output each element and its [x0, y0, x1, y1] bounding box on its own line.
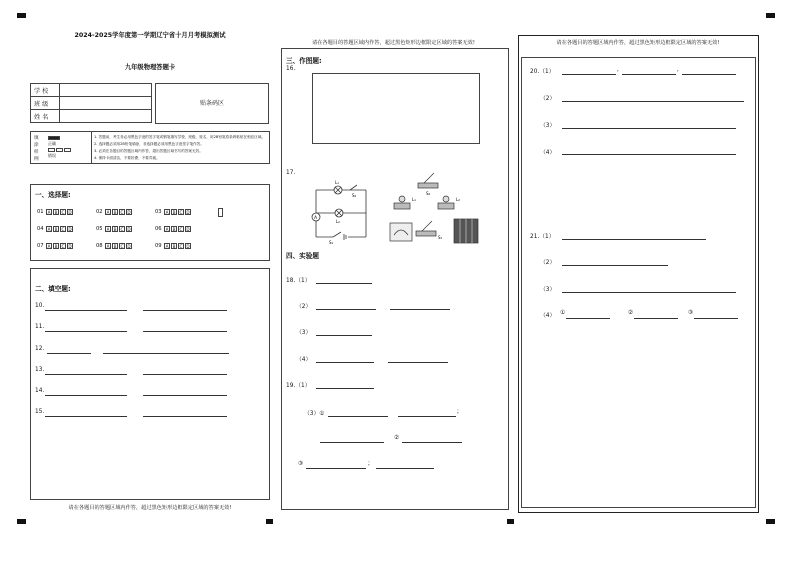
position-mark [507, 519, 514, 524]
lamp-holder [394, 203, 410, 209]
semicolon-mark: ; [457, 409, 459, 415]
choice-option-bubble[interactable]: A [47, 244, 51, 249]
section-fill [30, 268, 270, 500]
circled-1-label: ① [560, 310, 566, 316]
notice-text: 1. 答题前，考生务必用黑色字迹的签字笔或钢笔填写学校、班级、姓名，用2B铅笔将条码粘贴在相应区域。 2. 选择题必须用2B铅笔填涂，非选择题必须用黑色字迹签字笔作答。 3. 必须在各题目的答题区域内作答，超出答题区域书写的答案无效。 4. 保持卡面清洁，不要折叠、不要弄破。 [94, 135, 266, 160]
q19-3-blank-6[interactable] [376, 468, 434, 469]
lamp-holder [438, 203, 454, 209]
choice-question [96, 209, 155, 216]
q19-3-blank-4[interactable] [402, 442, 462, 443]
position-mark [17, 519, 26, 524]
q21-2-blank[interactable] [562, 265, 668, 266]
q11-blank-1[interactable] [45, 331, 127, 332]
semicolon-mark: ; [368, 461, 370, 467]
q16-label: 16. [286, 66, 296, 72]
choice-option-bubble[interactable]: C [120, 244, 124, 249]
switch-base [418, 183, 438, 188]
class-field[interactable] [60, 97, 152, 110]
choice-option-bubble[interactable]: D [127, 210, 131, 215]
choice-question [155, 243, 214, 250]
choice-question [96, 226, 155, 233]
choice-option-bubble[interactable]: A [165, 244, 169, 249]
q21-3-blank[interactable] [562, 292, 736, 293]
choice-question-number: 06 [155, 226, 162, 232]
choice-option-bubble[interactable]: B [54, 227, 58, 232]
q19-1-blank[interactable] [316, 388, 374, 389]
section-choice [30, 184, 270, 261]
q13-blank-2[interactable] [143, 374, 227, 375]
choice-option-bubble[interactable]: C [120, 227, 124, 232]
q21-4-blank-1[interactable] [566, 318, 610, 319]
q19-3-label: （3）① [304, 411, 325, 417]
q20-3-blank[interactable] [562, 128, 736, 129]
switch-lever [422, 221, 432, 231]
info-label-school: 学 校 [31, 84, 60, 97]
q19-3-blank-5[interactable] [306, 468, 366, 469]
ammeter-label: A [314, 216, 318, 221]
q18-4-blank-2[interactable] [388, 362, 448, 363]
notice-box [30, 131, 270, 164]
q21-label: 21.（1） [530, 234, 555, 240]
warning-note: 请在各题目的答题区域内作答，超过黑色矩形边框限定区域的答案无效! [68, 505, 232, 511]
physical-components-illustration [386, 167, 496, 249]
info-label-class: 班 级 [31, 97, 60, 110]
q18-1-blank[interactable] [316, 283, 372, 284]
choice-blank-cell[interactable] [218, 208, 223, 217]
switch-s1-label: S₁ [329, 240, 334, 245]
q18-2-blank-1[interactable] [316, 309, 376, 310]
school-field[interactable] [60, 84, 152, 97]
q20-1-blank-3[interactable] [682, 74, 736, 75]
wrong-label: 错误 [48, 153, 56, 158]
info-label-name: 姓 名 [31, 110, 60, 123]
fill-example-labels: 填 涂 样 例 [34, 136, 39, 162]
ammeter-device [390, 223, 412, 241]
q12-blank-1[interactable] [47, 353, 91, 354]
phys-switch-s2-label: S₂ [426, 191, 431, 196]
q11-label: 11. [35, 324, 45, 330]
q18-label: 18.（1） [286, 278, 311, 284]
q21-2-label: （2） [540, 260, 556, 266]
q14-label: 14. [35, 388, 45, 394]
choice-question [37, 243, 96, 250]
q16-drawing-box[interactable] [312, 73, 480, 144]
q19-label: 19.（1） [286, 383, 311, 389]
lamp-bulb [443, 196, 449, 202]
q10-blank-2[interactable] [143, 310, 227, 311]
choice-row [37, 209, 214, 216]
phys-switch-s1-label: S₁ [438, 235, 443, 240]
q19-3-blank-2[interactable] [398, 416, 456, 417]
circled-3-label: ③ [688, 310, 694, 316]
q20-4-label: （4） [540, 150, 556, 156]
choice-option-bubble[interactable]: B [54, 244, 58, 249]
choice-option-bubble[interactable]: D [68, 210, 72, 215]
choice-option-bubble[interactable]: C [179, 244, 183, 249]
barcode-area [155, 83, 269, 124]
circled-3-label: ③ [298, 461, 304, 467]
phys-lamp-l2-label: L₂ [456, 197, 460, 202]
switch-s1-symbol [333, 232, 341, 237]
choice-option-bubble[interactable]: C [61, 227, 65, 232]
lamp-l1-label: L₁ [335, 180, 339, 185]
choice-option-bubble[interactable]: D [68, 244, 72, 249]
choice-question [37, 209, 96, 216]
q18-3-label: （3） [296, 330, 312, 336]
choice-question [96, 243, 155, 250]
choice-option-bubble[interactable]: B [113, 227, 117, 232]
choice-row [37, 243, 214, 250]
choice-question-number: 01 [37, 209, 44, 215]
choice-option-bubble[interactable]: A [47, 210, 51, 215]
lamp-l2-label: L₂ [336, 219, 340, 224]
q19-3-blank-3[interactable] [320, 442, 384, 443]
choice-option-bubble[interactable]: B [172, 227, 176, 232]
q13-label: 13. [35, 367, 45, 373]
q20-4-blank[interactable] [562, 154, 736, 155]
q15-blank-2[interactable] [143, 416, 227, 417]
choice-question [155, 209, 214, 216]
q21-4-label: （4） [540, 313, 556, 319]
choice-option-bubble[interactable]: B [54, 210, 58, 215]
q20-2-blank[interactable] [562, 101, 744, 102]
correct-label: 正确 [48, 141, 56, 146]
q11-blank-2[interactable] [143, 331, 227, 332]
answer-area-col2 [281, 48, 509, 510]
choice-option-bubble[interactable]: A [106, 210, 110, 215]
choice-question-number: 05 [96, 226, 103, 232]
choice-question [37, 226, 96, 233]
choice-option-bubble[interactable]: D [68, 227, 72, 232]
q20-2-label: （2） [540, 96, 556, 102]
choice-question-number: 03 [155, 209, 162, 215]
position-mark [766, 13, 775, 18]
q13-blank-1[interactable] [45, 374, 127, 375]
q12-label: 12. [35, 346, 45, 352]
switch-base [416, 231, 436, 236]
comma-mark: , [617, 67, 619, 73]
student-info-table [30, 83, 152, 123]
q17-label: 17. [286, 170, 296, 176]
q12-blank-2[interactable] [103, 353, 229, 354]
q21-1-blank[interactable] [562, 239, 706, 240]
card-title: 九年级物理答题卡 [124, 64, 176, 71]
q21-4-blank-3[interactable] [694, 318, 738, 319]
switch-s2-symbol [350, 185, 357, 190]
q21-3-label: （3） [540, 287, 556, 293]
choice-option-bubble[interactable]: D [186, 227, 190, 232]
name-field[interactable] [60, 110, 152, 123]
choice-question-number: 08 [96, 243, 103, 249]
q18-4-label: （4） [296, 357, 312, 363]
choice-option-bubble[interactable]: A [47, 227, 51, 232]
choice-option-bubble[interactable]: A [165, 227, 169, 232]
q18-3-blank[interactable] [316, 335, 372, 336]
position-mark [266, 519, 273, 524]
choice-option-bubble[interactable]: D [127, 227, 131, 232]
choice-option-bubble[interactable]: D [186, 210, 190, 215]
choice-option-bubble[interactable]: C [120, 210, 124, 215]
circled-2-label: ② [628, 310, 634, 316]
circled-2-label: ② [394, 435, 400, 441]
lamp-bulb [399, 196, 405, 202]
circuit-diagram [308, 177, 376, 247]
q14-blank-2[interactable] [143, 395, 227, 396]
q10-blank-1[interactable] [45, 310, 127, 311]
q18-4-blank-1[interactable] [316, 362, 374, 363]
choice-option-bubble[interactable]: A [106, 244, 110, 249]
section-drawing-title: 三、作图题: [286, 57, 322, 65]
section-fill-title: 二、填空题: [35, 285, 71, 293]
q19-3-blank-1[interactable] [328, 416, 388, 417]
choice-option-bubble[interactable]: C [61, 210, 65, 215]
warning-note: 请在各题目的答题区域内作答，超过黑色矩形边框限定区域的答案无效! [312, 40, 475, 46]
choice-question [155, 226, 214, 233]
choice-option-bubble[interactable]: D [186, 244, 190, 249]
choice-question-number: 07 [37, 243, 44, 249]
choice-option-bubble[interactable]: B [113, 210, 117, 215]
choice-option-bubble[interactable]: A [106, 227, 110, 232]
choice-option-bubble[interactable]: C [61, 244, 65, 249]
q15-blank-1[interactable] [45, 416, 127, 417]
choice-option-bubble[interactable]: B [113, 244, 117, 249]
q20-3-label: （3） [540, 123, 556, 129]
q20-label: 20.（1） [530, 69, 555, 75]
choice-question-number: 04 [37, 226, 44, 232]
position-mark [17, 13, 26, 18]
q21-4-blank-2[interactable] [634, 318, 678, 319]
answer-area-col3 [521, 57, 756, 508]
choice-option-bubble[interactable]: C [179, 210, 183, 215]
comma-mark: , [677, 67, 679, 73]
fill-example [48, 135, 88, 159]
q14-blank-1[interactable] [45, 395, 127, 396]
choice-row [37, 226, 214, 233]
choice-option-bubble[interactable]: A [165, 210, 169, 215]
q10-label: 10. [35, 303, 45, 309]
warning-note: 请在各题目的答题区域内作答，超过黑色矩形边框限定区域的答案无效! [556, 40, 720, 46]
switch-s2-label: S₂ [352, 193, 357, 198]
q20-1-blank-1[interactable] [562, 74, 616, 75]
switch-lever [424, 173, 434, 183]
barcode-label: 贴条码区 [199, 100, 224, 107]
q15-label: 15. [35, 409, 45, 415]
phys-lamp-l1-label: L₁ [412, 197, 416, 202]
exam-title: 2024-2025学年度第一学期辽宁省十月月考模拟测试 [74, 32, 226, 39]
choice-question-number: 02 [96, 209, 103, 215]
choice-option-bubble[interactable]: C [179, 227, 183, 232]
choice-question-number: 09 [155, 243, 162, 249]
q18-2-label: （2） [296, 304, 312, 310]
choice-option-bubble[interactable]: B [172, 210, 176, 215]
q18-2-blank-2[interactable] [390, 309, 450, 310]
position-mark [766, 519, 775, 524]
section-choice-title: 一、选择题: [35, 191, 71, 199]
section-experiment-title: 四、实验题 [286, 252, 319, 260]
q20-1-blank-2[interactable] [622, 74, 676, 75]
choice-option-bubble[interactable]: B [172, 244, 176, 249]
choice-option-bubble[interactable]: D [127, 244, 131, 249]
